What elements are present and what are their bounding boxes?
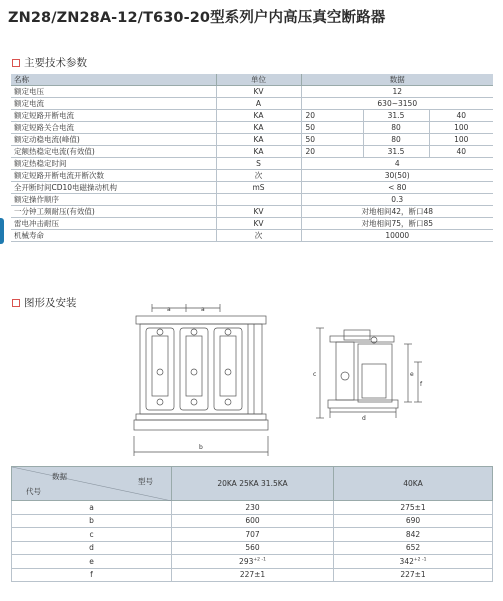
bullet-square-icon: [12, 299, 20, 307]
spec-value: 100: [429, 134, 493, 146]
spec-row: [11, 122, 493, 134]
dims-value: 227±1: [400, 570, 426, 580]
dims-cell: [172, 528, 334, 542]
spec-name: 额定动稳电流(峰值): [11, 134, 216, 146]
spec-value: 对地相间42，断口48: [301, 206, 493, 218]
dims-value: 842: [405, 529, 421, 539]
spec-row: [11, 170, 493, 182]
dim-label-d: d: [362, 415, 366, 422]
dims-cell: [334, 528, 493, 542]
spec-unit: KA: [216, 134, 301, 146]
install-section-heading: [12, 295, 77, 310]
spec-value: 对地相间75，断口85: [301, 218, 493, 230]
spec-name: 雷电冲击耐压: [11, 218, 216, 230]
dims-header-model: 型号: [138, 477, 153, 486]
dims-cell: [172, 501, 334, 515]
dims-code: f: [12, 568, 172, 582]
dim-label-a1: a: [167, 306, 171, 313]
spec-name: 一分钟工频耐压(有效值): [11, 206, 216, 218]
spec-row: [11, 110, 493, 122]
spec-row: [11, 194, 493, 206]
spec-value: 20: [301, 110, 363, 122]
spec-unit: KA: [216, 122, 301, 134]
spec-name: 全开断时间CD10电磁操动机构: [11, 182, 216, 194]
spec-value: 12: [301, 86, 493, 98]
dims-value: 227±1: [239, 570, 266, 580]
spec-value: 30(50): [301, 170, 493, 182]
spec-value: 0.3: [301, 194, 493, 206]
spec-row: [11, 86, 493, 98]
spec-section-heading: [12, 55, 87, 70]
spec-value: 50: [301, 134, 363, 146]
dims-header-col1: 20KA 25KA 31.5KA: [172, 467, 334, 501]
dim-label-c: c: [313, 371, 317, 378]
dims-header-col2: 40KA: [334, 467, 493, 501]
dims-row: [12, 555, 493, 569]
dims-header-corner: [12, 467, 172, 501]
dimensions-table: [11, 466, 493, 582]
dims-value: 652: [405, 543, 421, 553]
spec-name: 额定短路关合电流: [11, 122, 216, 134]
bullet-square-icon: [12, 59, 20, 67]
dims-row: [12, 541, 493, 555]
spec-value: 630~3150: [301, 98, 493, 110]
dims-code: c: [12, 528, 172, 542]
spec-unit: S: [216, 158, 301, 170]
dims-row: [12, 568, 493, 582]
dims-code: e: [12, 555, 172, 569]
dims-cell: [334, 568, 493, 582]
spec-value: 31.5: [363, 110, 429, 122]
spec-name: 机械寿命: [11, 230, 216, 242]
front-view-drawing: [128, 302, 274, 460]
spec-name: 额定热稳定时间: [11, 158, 216, 170]
spec-header-unit: 单位: [216, 74, 301, 86]
spec-value: 50: [301, 122, 363, 134]
dims-code: d: [12, 541, 172, 555]
dims-value: 600: [245, 516, 260, 526]
spec-header-data: 数据: [301, 74, 493, 86]
dims-row: [12, 514, 493, 528]
spec-unit: 次: [216, 230, 301, 242]
page-title: ZN28/ZN28A-12/T630-20型系列户内高压真空断路器: [8, 10, 386, 26]
spec-unit: KV: [216, 86, 301, 98]
dims-value: 707: [245, 529, 260, 539]
dim-label-f: f: [420, 381, 423, 388]
spec-section-label: 主要技术参数: [24, 57, 87, 69]
install-section-label: 图形及安装: [24, 297, 77, 309]
spec-value: 80: [363, 134, 429, 146]
dims-value: 230: [245, 502, 260, 512]
dims-cell: [334, 541, 493, 555]
spec-value: 100: [429, 122, 493, 134]
spec-unit: KA: [216, 146, 301, 158]
dims-value: 690: [405, 516, 421, 526]
dims-code: a: [12, 501, 172, 515]
dims-cell: [334, 501, 493, 515]
spec-row: [11, 158, 493, 170]
dims-cell: [334, 555, 493, 569]
spec-row: [11, 146, 493, 158]
dims-header-code: 代号: [26, 487, 41, 496]
spec-header-name: 名称: [11, 74, 216, 86]
spec-unit: A: [216, 98, 301, 110]
spec-value: 20: [301, 146, 363, 158]
spec-name: 额定电压: [11, 86, 216, 98]
dims-header-data: 数据: [52, 472, 67, 481]
spec-value: 40: [429, 146, 493, 158]
tolerance: +2 -1: [413, 557, 427, 563]
side-tab-marker: [0, 218, 4, 244]
dims-cell: [172, 568, 334, 582]
spec-row: [11, 206, 493, 218]
dims-row: [12, 501, 493, 515]
spec-unit: 次: [216, 170, 301, 182]
dims-cell: [172, 555, 334, 569]
tolerance: +2 -1: [253, 557, 266, 563]
spec-row: [11, 230, 493, 242]
spec-row: [11, 134, 493, 146]
dim-label-b: b: [199, 444, 203, 451]
spec-value: < 80: [301, 182, 493, 194]
spec-row: [11, 218, 493, 230]
spec-value: 31.5: [363, 146, 429, 158]
dim-label-e: e: [410, 371, 414, 378]
spec-unit: [216, 194, 301, 206]
spec-unit: KV: [216, 218, 301, 230]
spec-row: [11, 182, 493, 194]
dims-cell: [334, 514, 493, 528]
dims-value: 275±1: [400, 502, 426, 512]
dims-cell: [172, 541, 334, 555]
spec-unit: mS: [216, 182, 301, 194]
dims-code: b: [12, 514, 172, 528]
spec-name: 额定短路开断电流: [11, 110, 216, 122]
dims-cell: [172, 514, 334, 528]
spec-name: 额定操作顺序: [11, 194, 216, 206]
side-view-drawing: [300, 326, 428, 432]
spec-unit: KV: [216, 206, 301, 218]
spec-table: [11, 74, 493, 242]
spec-value: 40: [429, 110, 493, 122]
spec-row: [11, 98, 493, 110]
dims-value: 293: [239, 556, 254, 566]
spec-unit: KA: [216, 110, 301, 122]
spec-value: 10000: [301, 230, 493, 242]
spec-name: 额定电流: [11, 98, 216, 110]
dim-label-a2: a: [201, 306, 205, 313]
spec-name: 额定短路开断电流开断次数: [11, 170, 216, 182]
dims-row: [12, 528, 493, 542]
spec-value: 80: [363, 122, 429, 134]
spec-name: 定额热稳定电流(有效值): [11, 146, 216, 158]
dims-value: 560: [245, 543, 260, 553]
dims-value: 342: [399, 556, 414, 566]
spec-value: 4: [301, 158, 493, 170]
